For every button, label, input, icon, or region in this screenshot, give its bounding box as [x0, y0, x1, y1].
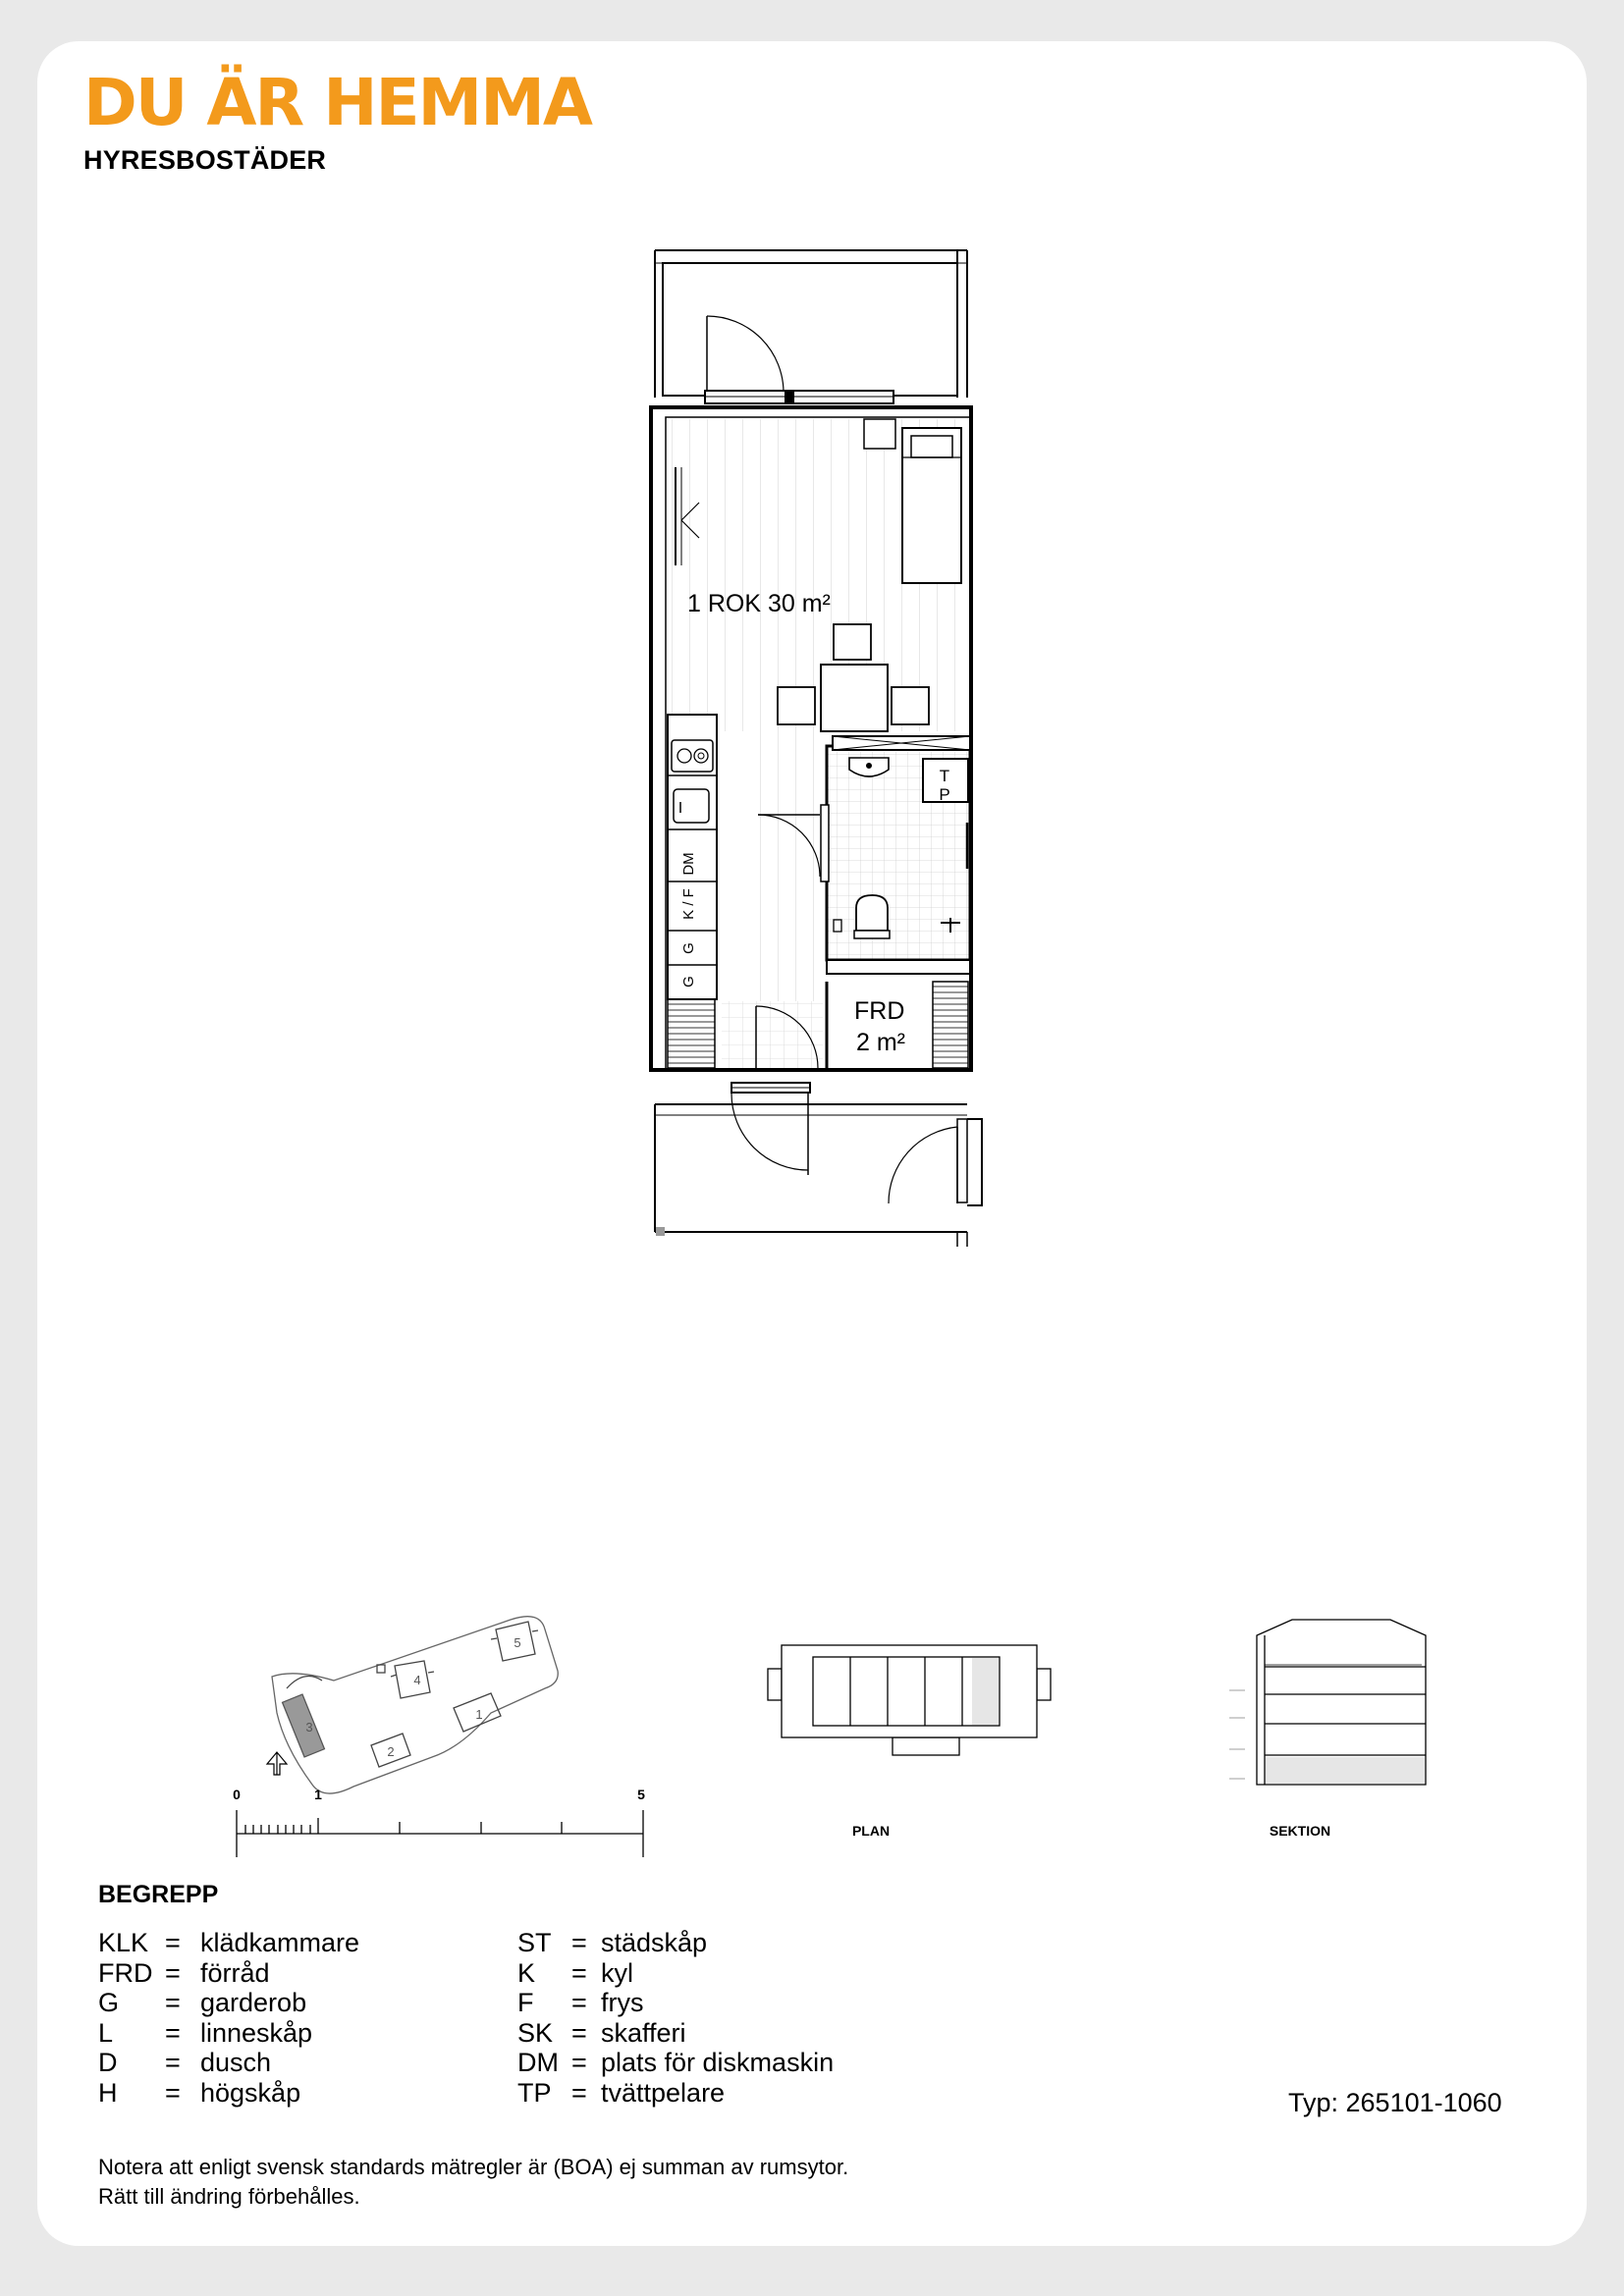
- legend-row: TP = tvättpelare: [517, 2077, 726, 2108]
- legend-row: KLK = klädkammare: [98, 1928, 360, 1957]
- scale-label: 0: [233, 1787, 241, 1802]
- legend-row: F = frys: [517, 1988, 644, 2017]
- legend-row: L = linneskåp: [98, 2017, 313, 2048]
- legend-row: D = dusch: [98, 2048, 272, 2077]
- notes: [98, 2153, 848, 2212]
- legend-left: [98, 1928, 359, 2108]
- dining-table: [821, 665, 888, 731]
- fixture-p: P: [939, 785, 950, 804]
- plan-thumbnail-label: PLAN: [851, 1823, 891, 1839]
- fixture-t: T: [939, 767, 950, 785]
- chair: [778, 687, 815, 724]
- legend-row: K = kyl: [517, 1957, 633, 1988]
- building-number: 3: [305, 1720, 313, 1735]
- legend-row: G = garderob: [98, 1988, 307, 2017]
- fixture-g1: G: [680, 942, 697, 954]
- scale-label: 5: [637, 1787, 645, 1802]
- legend-title: BEGREPP: [98, 1881, 219, 1908]
- plan-thumbnail: [768, 1645, 1051, 1755]
- floor-plan: [651, 250, 982, 1247]
- site-map-numbers: [305, 1635, 520, 1759]
- toilet: [856, 895, 888, 931]
- building-number: 2: [387, 1744, 395, 1759]
- balcony-top: [655, 250, 967, 398]
- legend-row: H = högskåp: [98, 2077, 301, 2108]
- scale-bar: [237, 1810, 643, 1857]
- brand-title: DU ÄR HEMMA: [83, 65, 591, 140]
- balcony-bottom: [655, 1094, 982, 1247]
- nightstand: [864, 419, 895, 449]
- room-label: 1 ROK 30 m²: [687, 590, 831, 617]
- fixture-dm: DM: [680, 852, 697, 876]
- north-arrow-icon: [267, 1752, 287, 1775]
- legend-row: FRD = förråd: [98, 1957, 270, 1988]
- section-thumbnail: [1229, 1620, 1426, 1785]
- building-number: 4: [413, 1673, 421, 1687]
- chair: [834, 624, 871, 660]
- type-number: Typ: 265101-1060: [1288, 2088, 1502, 2117]
- scale-label: 1: [314, 1787, 322, 1802]
- legend-row: ST = städskåp: [517, 1928, 708, 1957]
- legend-row: DM = plats för diskmaskin: [517, 2048, 835, 2077]
- legend-row: SK = skafferi: [517, 2017, 686, 2048]
- note-line: Notera att enligt svensk standards mätregler är (BOA) ej summan av rumsytor.: [98, 2155, 849, 2179]
- fixture-kf: K / F: [680, 888, 697, 920]
- chair: [892, 687, 929, 724]
- building-number: 5: [514, 1635, 521, 1650]
- brand-subtitle: HYRESBOSTÄDER: [83, 145, 327, 175]
- note-line: Rätt till ändring förbehålles.: [98, 2184, 360, 2209]
- fixture-g2: G: [680, 976, 697, 988]
- section-thumbnail-label: SEKTION: [1269, 1823, 1331, 1839]
- building-number: 1: [475, 1707, 483, 1722]
- legend-right: [517, 1928, 834, 2108]
- storage-label: FRD: [854, 997, 905, 1025]
- storage-area: 2 m²: [856, 1029, 905, 1056]
